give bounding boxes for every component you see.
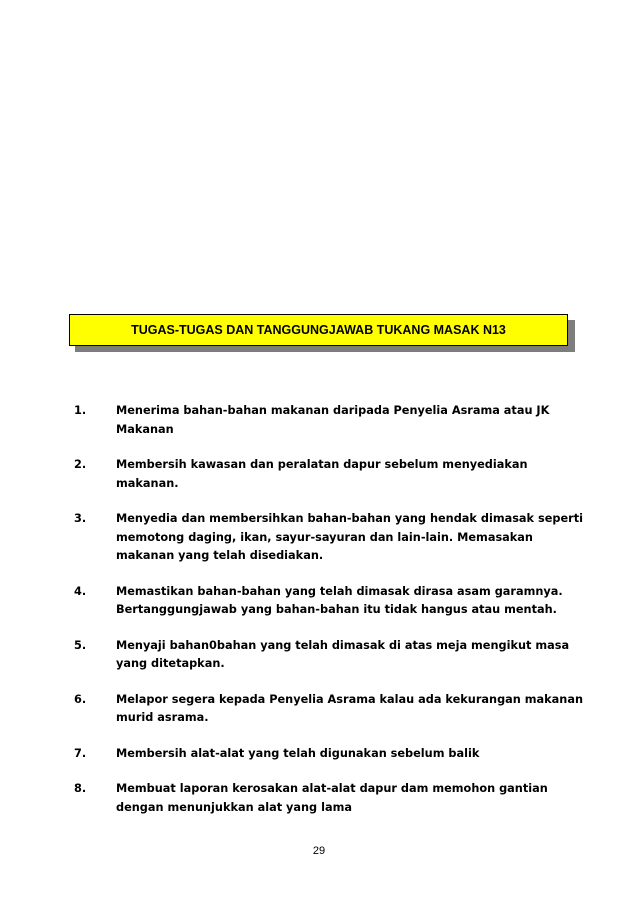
item-number: 7. (74, 746, 87, 760)
item-text: Melapor segera kepada Penyelia Asrama kalau ada kekurangan makanan murid asrama. (116, 692, 583, 724)
list-item (74, 691, 594, 728)
heading-box (69, 314, 574, 352)
item-text: Membersih alat-alat yang telah digunakan sebelum balik (116, 746, 480, 760)
item-number: 8. (74, 782, 87, 795)
list-item (74, 583, 594, 620)
duties-list (74, 402, 594, 834)
heading-panel (69, 314, 568, 346)
item-number: 1. (74, 404, 87, 417)
page-number: 29 (312, 845, 326, 857)
item-text: Menyaji bahan0bahan yang telah dimasak di atas meja mengikut masa yang ditetapkan. (116, 638, 570, 670)
item-number: 6. (74, 692, 87, 706)
item-number: 4. (74, 584, 87, 598)
item-text: Menerima bahan-bahan makanan daripada Penyelia Asrama atau JK Makanan (116, 404, 550, 436)
item-text: Memastikan bahan-bahan yang telah dimasak dirasa asam garamnya. Bertanggungjawab yang bahan-bahan itu tidak hangus atau mentah. (116, 584, 563, 616)
list-item (74, 780, 594, 817)
item-text: Membersih kawasan dan peralatan dapur sebelum menyediakan makanan. (116, 458, 528, 490)
list-item (74, 402, 594, 439)
item-text: Membuat laporan kerosakan alat-alat dapur dam memohon gantian dengan menunjukkan alat yang lama (116, 782, 548, 814)
list-item (74, 456, 594, 493)
page-title: TUGAS-TUGAS DAN TANGGUNGJAWAB TUKANG MASAK N13 (131, 323, 506, 337)
item-number: 5. (74, 638, 87, 652)
item-number: 2. (74, 458, 87, 471)
list-item (74, 745, 594, 764)
list-item (74, 510, 594, 566)
item-number: 3. (74, 512, 87, 525)
list-item (74, 637, 594, 674)
item-text: Menyedia dan membersihkan bahan-bahan yang hendak dimasak seperti memotong daging, ikan, sayur-sayuran dan lain-lain. Memasakan makanan yang telah disediakan. (116, 512, 583, 562)
